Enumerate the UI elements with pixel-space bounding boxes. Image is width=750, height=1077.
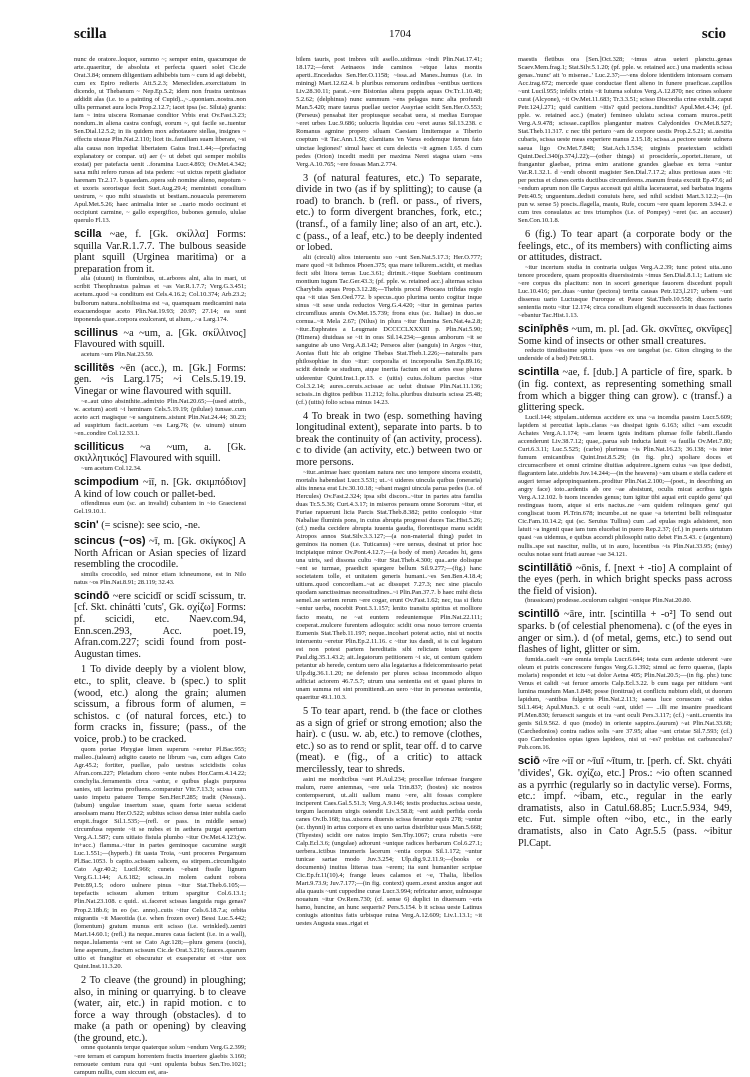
citation-block: alia (uiuunt) in fluminibus, ut..arbores alni, alia in mari, ut scribit Theophrastus palmas et ~as Var.R.1.7.7; Verg.G.3.451; acetum..quod ~a conditum est Cels.4.16.2; Col.10.374; Arb.23.2; bulborum natura..nobilissima est ~a, quamquam medicamini nata exacuendoque aceto Plin.Nat.19.93; 20.97; 27.14; ea sunt inponenda quae..corpora exulcerant, ut alium,..~a Larg.174. xyxy=(74,275,246,323)
left-guideword: scilla xyxy=(74,26,107,42)
dictionary-entry xyxy=(518,563,732,606)
sense-definition: 6 (fig.) To tear apart (a corporate body or the feelings, etc., of its members) with conflicting aims or attitudes, distract. xyxy=(518,228,732,264)
dictionary-entry xyxy=(518,609,732,752)
column-3 xyxy=(518,56,732,849)
dictionary-entry xyxy=(74,520,246,532)
dictionary-entry xyxy=(518,367,732,558)
entry-definition: ~īre ~iī or ~īuī ~ītum, tr. [perh. cf. Skt. chyáti 'divides', Gk. σχίζω, etc.] Pros.: ~io often scanned as a pyrrhic (regularly so in dactylic verse). Forms, etc.: impf. ~ibam, etc., regular in the early dramatists, also in Catul.68.85; Lucr.5.934, 949, etc. Fut. simple often ~ibo, etc., in the early dramatists, also in Cato Agr.5.5 (pass. ~ibitur Pl.Capt. xyxy=(518,756,732,849)
page-number: 1704 xyxy=(389,28,411,40)
sense-definition: 3 (of natural features, etc.) To separate, divide in two (as if by splitting); to cause (a road) to branch. b (refl. or pass., of rivers, etc.) to form divergent branches, fork, etc.; (transf., of a family line; also of an art, etc.). c (pass., of a leaf, etc.) to be deeply indented or lobed. xyxy=(296,172,482,254)
citation-block: (brassicam) prodesse..oculorum caligini ~onique Plin.Nat.20.80. xyxy=(525,597,692,605)
citation-block: omne quotannis terque quaterque solum ~endum Verg.G.2.399; ~ere terram et campum horrentem fractis inuertere glaebis 3.160; remouete centum rura qui ~unt opulenta bubus Sen.Tro.1021; campum nullis, cum siccum est, ara- xyxy=(74,1044,246,1076)
dictionary-entry xyxy=(74,591,246,661)
running-head xyxy=(74,26,726,46)
citation-block: ~e..aut uino absinthite..admixto Plin.Nat.20.65;—(used attrib., w. acetum) aceti ~i heminam Cels.5.19.19; (pilulae) tunsae..cum aceto acri magisque ~e sanguinem..sistunt Plin.Nat.24.44; 30.23; ad suspirium facit..acetum ~es Larg.76; (w. uinum) uinum ~en..condire Col.12.33.1. xyxy=(74,397,246,437)
dictionary-entry xyxy=(74,363,246,438)
entry-definition: ~āre, intr. [scintilla + -o²] To send out sparks. b (of celestial phenomena). c (of the eyes in anger or sim.). d (of metal, gems, etc.) to send out flashes of light, glitter or sim. xyxy=(518,609,732,656)
citation-block: nunc de oratore..loquor, summo ~; semper enim, quacumque de arte..quaeritur, de absoluta et perfecta quaeri solet Cic.de Orat.3.84; omnem diligentiam adhibebis tum ~ cum id agi debebit, cum ex Epiro redieris Att.5.2.3; Menecliden..exercitatum in dicendo, ut Thebanum ~ Nep.Ep.5.2; idem non frustra uentosas addidit alas (i.e. to a painting of Cupid)..,~..quoniam..nostra..non ullis permanet aura locis Prop.2.12.7; iacet ipsa (sc. Siluia) granis: iam ~ intra uiscera Romanae conditor Vrbis erat Ov.Fast.3.23; nondum..in aliena castra confugi, eorum ~, qui facile se..tuentur Sen.Dial.12.5.2; in iis quidem mox adnotauere stellas, insignes ~ effectu uisuue Plin.Nat.2.110; licet iis..familiam suam liberare, ~si alia causa non inpediat libertatem Gaius Inst.1.44;—(prefacing explanatory or compar. ut) aer (~ ut debet qui semper mobilis exstat) per patefacta uenit ..foramina Lucr.4.893; Ov.Met.4.342; saxa mihi refero rursus ad ista pedem: ~ut uictus repetit gladiator harenam Tr.2.17. b quaedam..opera sub nomine alieno, nepotum ~ et uxoris sororisque fecit Suet.Aug.29.4; meministi consilium uestrum, ~ quo mihi siuasistis ut bestiam..nouacula peremerem Apul.Met.5.26; haec animalia inter se ..uario modo occinunt et occipiunt carmine, ~ gallo expergifico, bubones gemulo, ululae querulo Fl.13. xyxy=(74,56,246,224)
headword: scindō xyxy=(74,589,110,602)
entry-definition: ~ae, f. [Gk. σκίλλα] Forms: squilla Var.R.1.7.7. The bulbous seaside plant squill (Urginea maritima) or a preparation from it. xyxy=(74,228,246,275)
citation-block: maestis fletibus ora [Sen.]Oct.328; ~imus atras ueteri planctu..genas Scaev.Mem.frag.1; Stat.Silv.5.1.20; (pf. pple. w. retained acc.) una madentis scissa genas..'nunc' ait 'o miserae..' Luc.2.37;—~ens dolore identidem intonsam comam Acc.trag.672; mercede quae conductae flent alieno in funere praeficae..capillos ~unt Lucil.955; infelix crinis ~it Iuturna solutos Verg.A.12.870; nec crines soluere curat (Alcyone), ~it Ov.Met.11.683; Tr.3.3.51; scisso Discordia crine extulit..caput Petr.124,l.271; quid canitiem ~itis? quid pectora..tunditis? Apul.Met.4.34; (pf. pple. w. retained acc.) (mater) femineo ululatu scissa comam muros..petit Verg.A.9.478; scissae..capillos plangantur matres Calydonides Ov.Met.8.527; Stat.Theb.11.317. c nec tibi periuro ~am de corpore uestis Prop.2.5.21; si..uestita cubaris, scissa ueste meas experiere manus 2.15.18; scissa..a pectore ueste uulnera saeua ligo Ov.Met.7.848; Stat.Ach.1.534; uirginis praetextam scidisti Quint.Decl.340(p.374,l.22);—(other things) si prosciderís,..oportet..iterare, ut frangantur glaebae, prima enim aratione grandes glaebae ex terra ~untur Var.R.1.32.1. d ~endi obsonii magister Sen.Dial.7.17.2; alius pretiosas aues ~it: per pectus et clunes certis ductibus circumferens..manum frusta excutit Ep.47.6; ad ~endum aprum non ille Carpus accessit qui altilia lacerauerat, sed barbatus ingens Petr.40.5; unguentum..dedisti conuiuis here, sed nihil scidisti Mart.3.12.2;—(in pun w. sense 5) poscis..flagella, mauis, Rufe, cocum ~ere quam leporem 3.94.2. e cum tres consulatus ac tres triumphos (i.e. of Pompey) ~eret (sc. an accuser) Sen.Con.10.1.8. xyxy=(518,56,732,224)
headword: sciō xyxy=(518,755,541,768)
entry-definition: ~iī, n. [Gk. σκιμπόδιον] A kind of low couch or pallet-bed. xyxy=(74,477,246,500)
citation-block: similis crocodilo, sed minor etiam ichneumone, est in Nilo natus ~os Plin.Nat.8.91; 28.119; 32.43. xyxy=(74,570,246,586)
citation-block: fumida..caeli ~are omnia templa Lucr.6.644; testa cum ardente uiderent ~are oleum et putris concrescere fungos Verg.G.1.392; simul ac ferro quaeras, (lapis molaris) respondet et ictu ~at dolor Aetna 405; Plin.Nat.20.5;—(in fig. phr.) tunc Venus et calidi ~at feruor amoris Calp.Ecl.3.22. b cum uaga per nitidum ~ant lumina mundum Man.1.848; posse (tonitrua) et conflictu nubium elidi, ut duorum lapidum, ~antibus fulgetris Plin.Nat.2.113; saeua luce coruscum ~at sidus Sil.1.464; Apul.Mun.3. c ut oculi ~ant, uide! — ..illi me insanire praedicant Pl.Men.830; feruescit sanguis et ira ~ant oculi Pers.3.117; (cf.) ~anit..cruentis ira genis Sil.9.562. d quo (modo) in oriente sappiro..(aurum) ~at Plin.Nat.33.68; (Carchedonios) contra radios solis ~are 37.95; altae ~ant cristae Sil.7.593; (cf.) quo Carchedonios optas ignes lapideos, nisi ut ~es? probitas est carbunculus? Pub.com.16. xyxy=(518,655,732,752)
headword: scilliticus xyxy=(74,440,125,453)
dictionary-entry xyxy=(518,324,732,363)
entry-definition: ~ī, m. [Gk. σκίγκος] A North African or Asian species of lizard resembling the crocodile. xyxy=(74,536,247,571)
dictionary-entry xyxy=(74,442,246,473)
dictionary-entry xyxy=(74,328,246,359)
dictionary-entry xyxy=(74,536,246,587)
entry-definition: ~ēn (acc.), m. [Gk.] Forms: gen. ~is Larg.175; ~i Cels.5.19.19. Vinegar or wine flavoured with squill. xyxy=(74,362,246,398)
headword: scintilla xyxy=(518,366,559,379)
column-1 xyxy=(74,56,246,1077)
headword: scincus (~os) xyxy=(74,535,146,547)
citation-block: alii (circuli) alios interuentu suo ~unt Sen.Nat.5.17.3; Her.O.777; mare quod ~it Isthmos Phoen.375; qua mare tellurem..scidit, et medias fecit sibi litora terras Luc.3.61; dirimit..~itque Suebiam continuum montium iugum Tac.Ger.43.3; (pf. pple. w. retained acc.) alternas scissa Charybdis aquas Prop.3.12.28;—Thebis procul Phocaea trifidas regio qua ~it uias Sen.Oed.772. b specus..quo plurima uento cogitur inque sinus ~it sese unda reductos Verg.G.4.420; ~itur in geminas partes circumfluus amnis Ov.Met.15.739; frons eius (sc. Italiae) in duo..se cornua..~it Mela 2.67; (Nilus) in plura ~itur flumina Sen.Nat.4a.2.8; ~itur..Euphrates a Leugmate DCCCCLXXXIII p. Plin.Nat.5.90; (Himera) diuiduas se ~it in oras Sil.14.234;—genus amborum ~it se sanguine ab uno Verg.A.8.142; Perseos alter (sanguis) in Argos ~itur, Aonias fluit hic ab origine Thebas Stat.Theb.1.226;—naturalis pars philosophiae in duo ~itur: corporalia et incorporalia Sen.Ep.89.16; scidit deinde se studium, atque inertia factum est ut artes esse plures uiderentur Quint.Inst.1.pr.13. c (uitis) cuius..folium parcius ~itur Col.3.2.14; aures..ceruis..scissae ac uelut diuisae Plin.Nat.11.136; scissis..in digitos pedibus 11.212; folia..pluribus diuisuris scissa 25.48; (cf.) (uitis) folio scissa minus 14.23. xyxy=(296,253,482,406)
column-2 xyxy=(296,56,482,928)
sense-definition: 1 To divide deeply by a violent blow, etc., to split, cleave. b (spec.) to split (wood, etc.) along the grain; alumen scissum, a fibrous form of alumen, = schistos. c (of natural forces, etc.) to form cracks in, fissure; (pass., of the voice, prob.) to be cracked. xyxy=(74,664,246,745)
headword: scillitēs xyxy=(74,361,115,374)
sense-definition: 2 To cleave (the ground) in ploughing; also, in mining or quarrying. b to cleave (water, air, etc.) in rapid motion. c to force a way through (obstacles). d to make (a path or opening) by cleaving (the ground, etc.). xyxy=(74,974,246,1044)
entry-definition: ~ae, f. [dub.] A particle of fire, spark. b (in fig. context, as representing something small from which a bigger thing can grow). c (transf.) a glittering speck. xyxy=(518,367,732,414)
dictionary-entry xyxy=(74,477,246,516)
sense-definition: 4 To break in two (esp. something having longitudinal extent), separate into parts. b to break the continuity of (an activity, process). c to divide (an activity, etc.) between two or more persons. xyxy=(296,410,482,469)
citation-block: bilem tauris, post imbres uili asello..uidimus ~indi Plin.Nat.17.41; 18.172;—feret Aetnaeos inde caminos ~etque latus montis aperti..Encedadus Sen.Her.O.1158; ~issa..ad Manes..humus (i.e. in mining) Mart.12.62.4. b pluribus remorum ordinibus ~entibus uertices Liv.28.30.11; parat..~ere Bistonias altera puppis aquas Ov.Tr.1.10.48; 5.2.62; (delphinus) nunc summum ~ens pelagus nunc alta profundi Man.5.420; mare taurus puellae uector Assyriae scidit Sen.Her.O.553; (Perseus) pensabat iter propiusque secabat uera, si medias Europae ~eret urbes Luc.9.686; uolucris liquidas ceu ~eret auras Sil.13.238. c Romanus agmine propero siluam Caesiam limitemque a Tiberio coeptum ~it Tac.Ann.1.50; clamitans 'en Varus eodemque iterum fato uinctae legiones!' simul haec et cum delectis ~it agmen 1.65. d cum pedes (Orion) incedit medii per maxima Nerei stagna uiam ~ens Verg.A.10.765; ~ere fossas Man.2.774. xyxy=(296,56,482,168)
headword: scin' xyxy=(74,519,99,532)
citation-block: offendimus eum (sc. an invalid) cubantem in ~io Graeciensi Gel.19.10.1. xyxy=(74,500,246,516)
sense-definition: 5 To tear apart, rend. b (the face or clothes as a sign of grief or strong emotion; also the hair). c (usu. w. ab, etc.) to remove (clothes, etc.) so as to rend or split, tear off. d to carve (meat). e (fig., of a critic) to attack mercilessly, tear to shreds. xyxy=(296,706,482,775)
entry-definition: ~a ~um, a. [Gk. σκίλλινος] Flavoured with squill. xyxy=(74,327,246,351)
entry-definition: ~um, m. pl. [ad. Gk. σκνῖπες, σκνῖφες] Some kind of insects or other small creatures. xyxy=(518,324,732,347)
citation-block: ~um acetum Col.12.34. xyxy=(81,465,142,473)
headword: scintillātiō xyxy=(518,561,573,574)
citation-block: reducto timidissime spiritu ipsos ~es ore tangebat (sc. Giton clinging to the underside of a bed) Petr.98.1. xyxy=(518,347,732,363)
citation-block: Lucil.144; stipulam..uidemus accidere ex una ~a incendia passim Lucr.5.609; lapidem si percutiat lapis..claras ~as dissipat ignis 6.163; silici ~am excudit Achates Verg.A.1.174; ~am leuem ignis inditam plumae folle fabrili..flando accenderunt Liv.38.7.12; quae,..parua sub inducta latuit ~a fauilla Ov.Met.7.80; Curt.6.3.11; Luc.5.525; (carbo) plurimus ~is Plin.Nat.16.23; 36.138; ~is inter fumum emicantibus Quint.Inst.8.5.29; (in fig. phr.) spoliare doces et circumscribere et omni crimine diuitias adquirere..ignem cuius ~as ipse dedisti, flagrantem late..uidebis Juv.14.244;—(in the heavens) ~am uisam e stella cadere et augeri terrae adpropinquantem..proditur Plin.Nat.2.100;—(poet., in describing an angry face) toto..ardentis ab ore ~ae absistunt, oculis micat acribus ignis Verg.A.12.102. b tuom incendes genus; tum igitur tibi aquai erit cupido genu' qui restinguas tuom, atque si eris nactus..ne ~am quidem relinques genu' qui congliscat tuom Pl.Trin.678; incumbe..ut ne quae ~a teterrimi belli relinquatur Cic.Fam.10.14.2; qui (sc. Seruius Tullius) cum ..ad epulas regis adsisteret, non latuit ~a ingenii quae iam tum elucebat in puero Rep.2.37; (cf.) in pueris uirtutum quasi ~as uidemus, e quibus accendi philosophi ratio debet Fin.5.43. c (argentum) nullis..spe sui nascitur, nullis, ut in auro, lucentibus ~is Plin.Nat.33.95; (misy) oculus notae sunt friati aureae ~ae 34.121. xyxy=(518,413,732,558)
right-guideword: scio xyxy=(701,26,726,42)
dictionary-entry xyxy=(74,229,246,324)
citation-block: ~itur..animae haec quoniam natura nec uno tempore sincera exsistit, mortalis habendast Lucr.3.531; ut..~i uideres uincula quibus (oneraria) aliis innexa erat Liv.30.10.18; ~ebant magni uincula parua pedes (i.e. of Hercules) Ov.Fast.2.324; ipsa sibi discors..~itur in partes atra familia duas Tr.5.5.36; Curt.4.3.17; in miseros pensum omne Sororum ~itur, et Furiae rapuerunt licia Parcis Stat.Theb.8.382; petito conloquio ~itur Nabaliae fluminis pons, in cuius abrupta progressi duces Tac.Hist.5.26; (cf.) media cecidere abrupta iuuenta gaudia, florentisque manu scidit Atropos annos Stat.Silv.3.3.127;—(a non-material thing) pudet in geminos ita nomen (i.e. Tuticanus) ~ere uersus, desinat ut prior hoc incipiatque minor Ov.Pont.4.12.7;—(a body of men) Arcades hi, gens una uiris, sed dissona cultu ~itur Stat.Theb.4.300; qua..arte dolisque ~ent se turmae, praedicit spargere bellum Sil.9.277;—(fig.) hanc societatem tolle, et unitatem generis humani..~es Sen.Ben.4.18.4; uitium..quod concordiam..~at ac dissupet 7.27.3; nec sine piaculo quodam sanctissimas necessitudines..~i Plin.Pan.37.7. b haec mihi dicta semel..ne seriem rerum ~ere cogar, erunt Ov.Fast.1.62; nec, tua si fletu ~entur uerba, nocebit Pont.3.1.157; lenito transitu spiritus et molliore facto meatu, ne ~at euntem redeuntemque Plin.Nat.22.111; coeperat..mulcere furentem adloquio: scidit orsa nouo terrore cruenta Eumenis Stat.Theb.11.197; neque..incohari poterat actio, nisi ut noctis interuentu ~eretur Plin.Ep.2.11.16. c ~itur ius dandi, si is cui legatum est non potest partem hereditatis sibi relictam totam capere Paul.dig.35.1.43.2; ait..legatorum petitionem ~i sic, ut centum quidem petantur ab herede, centum uero alia legatarius a fideicommissario petat Ulp.dig.36.1.1.20; ne defensio per plures scissa incommodo aliquo adficiat actorem 46.7.5.7; utrum una sententia est et quasi plures in unam summa rei sint promittendi..an uero ~itur in personas sententia, quaeritur 49.1.10.3. xyxy=(296,468,482,701)
headword: scintillō xyxy=(518,608,560,621)
citation-block: quom portae Phrygiae limen superum ~eretur Pl.Bac.955; malleo..(taleam) adigito caueto ne librum ~as, cum adiges Cato Agr.45.2; fortiter, puellae, palo uestras scicidistis colus Afran.com.227; Pleiadum choro ~ente nubes Hor.Carm.4.14.22; conchylia..ferramentis circa ~antur, e quibus plagis purpurea sanies, uti lacrima profluens..comparatur Vitr.7.13.3; scissa cum uasto impetu patuere Tempe Sen.Her.F.285; tradit (Nessus)..(tabum) ungulae insertum suae, quam forte saeua sciderat ansolsam manu Her.O.522; subitus scisso densa inter nubila caelo erupit..fragor Sil.1.535;—(refl. or pass. in middle sense) circumfusa repente ~it se nubes et in aethera purgat apertum Verg.A.1.587; cum uitiato fistula plumbo ~itur Ov.Met.4.123;(w. in+acc.) flamma..~itur in partes geminoque cacumine surgit Luc.1.551;—(hyperb.) fit uasta Troia, ~unt proceres Pergamum Pl.Bac.1053. b capito..scissam salicem, ea stirpem..circumligato Cato Agr.40.2; Lucil.966; cuneis ~ebant fissile lignum Verg.G.1.144; A.6.182; scissa..in molem cadunt robora Petr.89,1.5; odoro uulnere pinus ~itur Stat.Theb.6.105;—tepefactis scissum alumen tritum spargitur Col.6.13.1; Plin.Nat.23.108. c quid.. si..faceret scissas languida ruga genas? Prop.2.18b.6; in eo (sc. anno)..cutis ~itur Cels.6.18.7.a; orbita migrantis ~it Maeotida (i.e. when frozen over) Bessi Luc.5.442; (lomentum) gratum munus erit scisso (i.e. wrinkled)..uentri Mart.14.60.1; (refl.) ita neque..mures caua facient (i.e. in a wall), neque..lulamenta ~ent se Cato Agr.128;—plura genera (uocis), lene asperum,..fractum scissum Cic.de Orat.3.216; fauces..quarum uitio et frangitur et obscuratur et exasperatur et ~itur uox Quint.Inst.11.3.20. xyxy=(74,745,246,970)
headword: scinīphēs xyxy=(518,323,569,336)
headword: scilla xyxy=(74,227,102,240)
entry-definition: ~ōnis, f. [next + -tio] A complaint of the eyes (perh. in which bright specks pass across the field of vision). xyxy=(518,562,732,597)
citation-block: ~itur incertum studia in contraria uulgus Verg.A.2.39; tunc potest uita..uno tenore procedere, quam propositis diuersissimis ~imus Sen.Dial.8.1.1; Latium sic ~ere corpus dis placitum: non in soceri generique fauorem discedunt populi Luc.10.416; per..duas ~untur (pectora) territa causas Petr.123,l.217; urbem ~unt dissensu uario Luctusque Furorque et Pauor Stat.Theb.10.558; discors uario sententia motu ~itur 12.174; circa consilium eligendi successoris in duas factiones ~ebantur Tac.Hist.1.13. xyxy=(518,263,732,320)
citation-block: asini me mordicibus ~ant Pl.Aul.234; procellae infensae frangere malum, ruere antemnas, ~ere uela Trin.837; (hostes) sic nostros contempserunt, ut..alii uallum manu ~ere, alii fossas complere inciperent Caes.Gal.5.51.3; Verg.A.9.146; testis productus..scissa ueste, tergum laceratum uirgis ostendit Liv.3.58.8; ~ent auidi perfida corda canes Ov.Ib.168; tua..uiscera diuersis scissa ferantur equis 278; ~untur (sc. thynni) in artus corpore et ex uno uarius distribitur usus Man.5.668; (Thyestes) scidit ore natos impio Sen.Thy.1067; crura rubetis ~ere Calp.Ecl.3.6; (ungulae) adtorunt ~untque radices herbarum Col.6.27.1; uerbera..ictibus innumeris lacerum ~entia corpus Sil.1.172; ~untur tunicae sartae modo Juv.3.254; Ulp.dig.9.2.11.9;—(books or documents) inuitus litteras tuas ~erem; ita sunt humaniter scriptae Cic.Ep.fr.11(10).4; frange leues calamos et ~e, Thalia, libellos Mart.9.73.9; Juv.7.177;—(in fig. context) quem..exest anxius angor aut alia quauis ~unt cuppedine curae Lucr.3.994; refricatur amor, uulnusque nouatum ~itur Ov.Rem.730; (cf. sense 6) duplici in diuersum ~eris hamo, huncine, an hunc sequeris? Pers.5.154. b it scissa ueste Latinus coniugis attonitus fatis urbisque ruina Verg.A.12.609; Liv.1.13.1; ~it uestes Augusta suas..rigat et xyxy=(296,775,482,928)
headword: scimpodium xyxy=(74,476,139,489)
citation-block: acetum ~um Plin.Nat.23.59. xyxy=(81,350,154,358)
entry-definition: (= scisne): see scio, -ne. xyxy=(98,520,201,532)
entry-definition: ~ere scicidī or scidī scissum, tr. [cf. Skt. chinátti 'cuts', Gk. σχίζω] Forms: pf. scicidi, etc. Naev.com.94, Enn.scen.293, Acc. poet.19, Afran.com.227; scidi found from post-Augustan times. xyxy=(74,590,246,660)
entry-definition: ~a ~um, a. [Gk. σκιλλητικός] Flavoured with squill. xyxy=(74,441,246,465)
headword: scillinus xyxy=(74,326,119,339)
dictionary-entry xyxy=(518,756,732,849)
